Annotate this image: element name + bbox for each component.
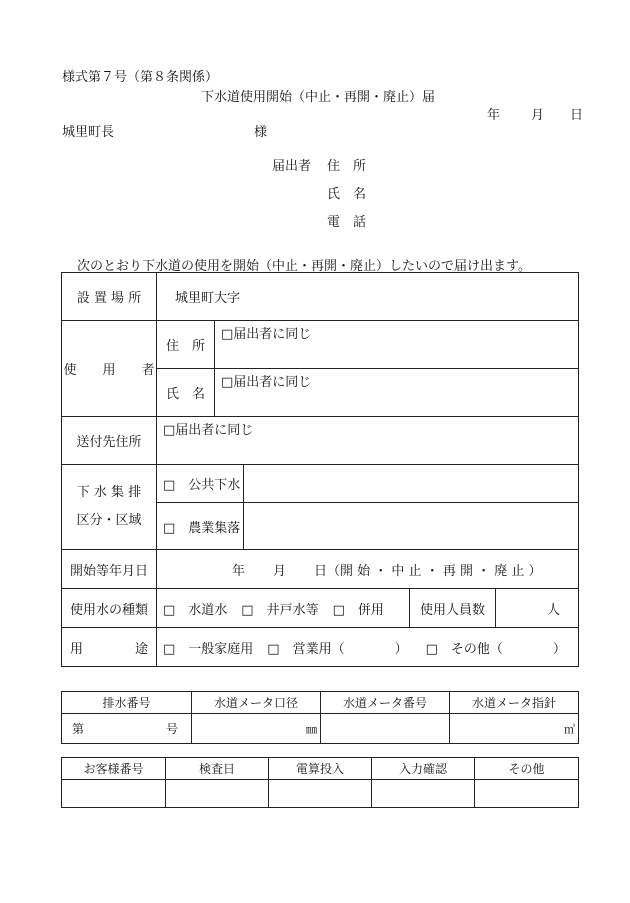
meter-table [61, 691, 579, 744]
date-year-label: 年 [487, 108, 501, 123]
sewer-agri-field[interactable] [244, 503, 579, 550]
drain-number-field[interactable] [62, 714, 192, 744]
meter-reading-header: 水道メータ指針 [450, 692, 579, 714]
sewer-label-line-1: 下 水 集 排 [76, 485, 142, 500]
water-type-label: 使用水の種類 [62, 589, 157, 628]
user-name-label: 氏 名 [157, 369, 215, 417]
meter-reading-field[interactable] [450, 714, 579, 744]
purpose-row [62, 628, 579, 667]
data-entry-field[interactable] [269, 780, 372, 808]
user-label: 使 用 者 [62, 321, 157, 417]
applicant-address-label: 住 所 [327, 159, 367, 174]
applicant-label: 届出者 [272, 159, 312, 174]
mailing-field[interactable]: □届出者に同じ [157, 417, 579, 465]
purpose-option-household[interactable]: □ 一般家庭用 [163, 641, 254, 657]
input-check-header: 入力確認 [372, 758, 475, 780]
start-day-label: 日（開 始 ・ 中 止 ・ 再 開 ・ 廃 止 ） [314, 563, 542, 579]
purpose-options [157, 628, 579, 667]
start-date-label: 開始等年月日 [62, 550, 157, 589]
sewer-label [62, 465, 157, 550]
applicant-name-label: 氏 名 [327, 187, 367, 202]
date-day-label: 日 [570, 108, 584, 123]
office-value-row [62, 780, 579, 808]
drain-number-header: 排水番号 [62, 692, 192, 714]
sewer-option-public[interactable]: □ 公共下水 [157, 465, 244, 503]
form-title: 下水道使用開始（中止・再開・廃止）届 [201, 90, 436, 105]
addressee: 城里町長 [62, 125, 115, 140]
unit-mm: ㎜ [306, 722, 317, 736]
location-label: 設 置 場 所 [62, 273, 157, 321]
user-name-field[interactable]: □届出者に同じ [215, 369, 579, 417]
meter-header-row [62, 692, 579, 714]
water-option-tap[interactable]: □ 水道水 [163, 602, 228, 618]
meter-caliber-field[interactable] [192, 714, 321, 744]
data-entry-header: 電算投入 [269, 758, 372, 780]
water-type-row [62, 589, 579, 628]
drain-no-suffix: 号 [166, 722, 179, 736]
persons-label: 使用人員数 [410, 589, 496, 628]
start-year-label: 年 [232, 563, 246, 579]
water-type-options [157, 589, 410, 628]
purpose-other-close: ） [552, 641, 566, 657]
main-form-table [61, 272, 579, 667]
user-address-row [62, 321, 579, 369]
sewer-public-field[interactable] [244, 465, 579, 503]
sewer-label-line-2: 区分・区域 [76, 513, 142, 528]
location-field[interactable]: 城里町大字 [157, 273, 579, 321]
mailing-label: 送付先住所 [62, 417, 157, 465]
purpose-option-business[interactable]: □ 営業用（ [267, 641, 345, 657]
location-row [62, 273, 579, 321]
water-option-both[interactable]: □ 併用 [332, 602, 384, 618]
customer-number-field[interactable] [62, 780, 166, 808]
sewer-row-1 [62, 465, 579, 503]
sewer-option-agri[interactable]: □ 農業集落 [157, 503, 244, 550]
customer-number-header: お客様番号 [62, 758, 166, 780]
applicant-phone-label: 電 話 [327, 215, 367, 230]
intro-text: 次のとおり下水道の使用を開始（中止・再開・廃止）したいので届け出ます。 [77, 259, 531, 274]
office-table [61, 757, 579, 808]
start-date-row [62, 550, 579, 589]
meter-number-field[interactable] [321, 714, 450, 744]
water-option-well[interactable]: □ 井戸水等 [241, 602, 319, 618]
persons-unit: 人 [547, 602, 561, 618]
purpose-option-other[interactable]: □ その他（ [425, 641, 503, 657]
other-field[interactable] [475, 780, 579, 808]
inspection-date-field[interactable] [166, 780, 269, 808]
form-number: 様式第７号（第８条関係） [62, 70, 219, 85]
user-address-field[interactable]: □届出者に同じ [215, 321, 579, 369]
start-date-field[interactable] [157, 550, 579, 589]
office-header-row [62, 758, 579, 780]
user-address-label: 住 所 [157, 321, 215, 369]
honorific: 様 [254, 125, 268, 140]
purpose-business-close: ） [394, 641, 408, 657]
date-month-label: 月 [531, 108, 545, 123]
drain-no-prefix: 第 [72, 722, 85, 736]
inspection-date-header: 検査日 [166, 758, 269, 780]
meter-value-row [62, 714, 579, 744]
other-header: その他 [475, 758, 579, 780]
input-check-field[interactable] [372, 780, 475, 808]
persons-field[interactable] [496, 589, 579, 628]
purpose-label: 用 途 [62, 628, 157, 667]
meter-number-header: 水道メータ番号 [321, 692, 450, 714]
mailing-row [62, 417, 579, 465]
meter-caliber-header: 水道メータ口径 [192, 692, 321, 714]
unit-m3: ㎥ [564, 722, 575, 736]
start-month-label: 月 [273, 563, 287, 579]
